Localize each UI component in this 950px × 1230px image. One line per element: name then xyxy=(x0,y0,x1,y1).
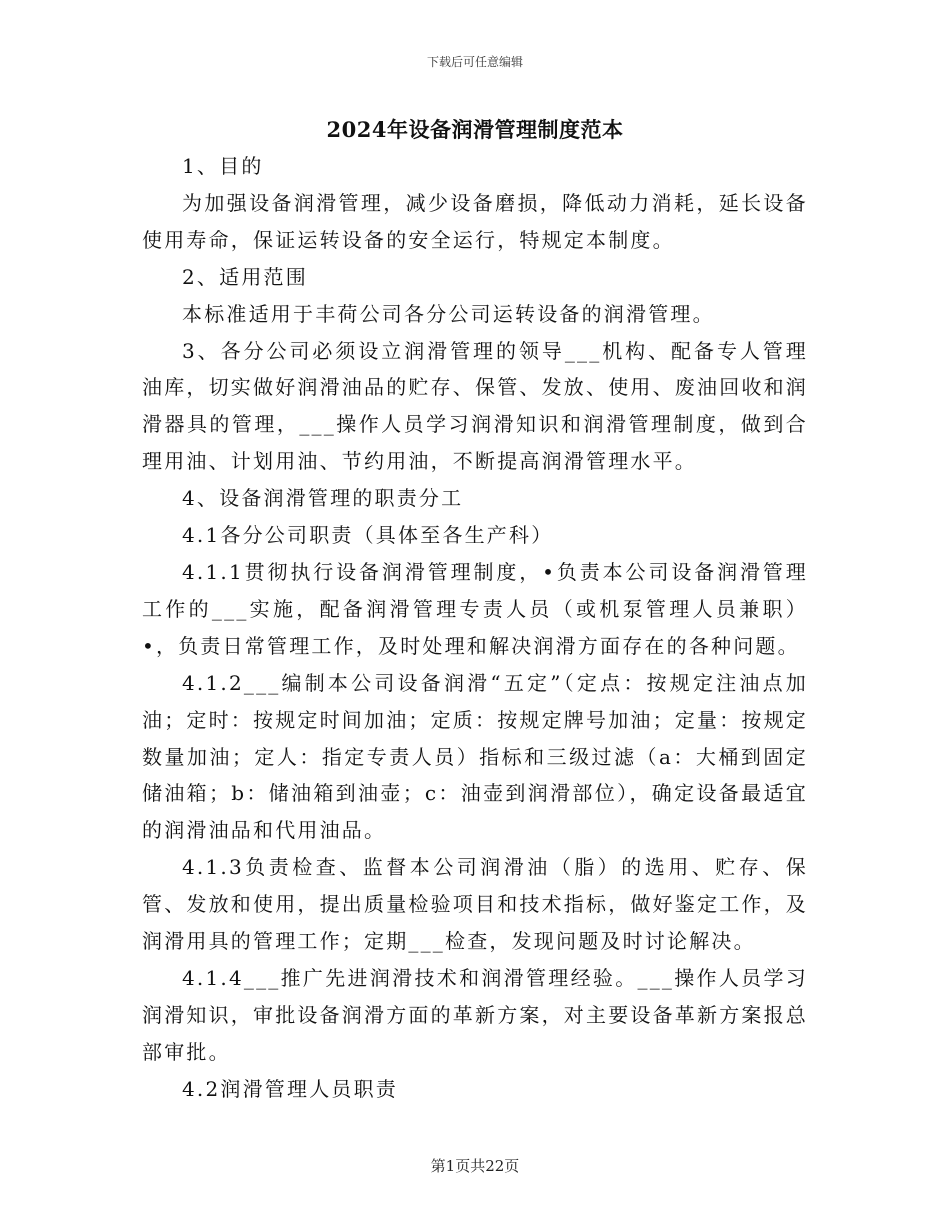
section-heading: 4、设备润滑管理的职责分工 xyxy=(182,486,464,511)
page-header: 下载后可任意编辑 xyxy=(426,55,523,69)
paragraph: 本标准适用于丰荷公司各分公司运转设备的润滑管理。 xyxy=(182,301,715,326)
page-footer: 第1页共22页 xyxy=(430,1157,520,1175)
subsection-heading: 4.2润滑管理人员职责 xyxy=(182,1076,399,1101)
document-title: 2024年设备润滑管理制度范本 xyxy=(326,117,624,142)
paragraph: 4.1.2___编制本公司设备润滑“五定”（定点：按规定注油点加油；定时：按规定时间加油；定质：按规定牌号加油；定量：按规定数量加油；定人：指定专责人员）指标和三级过滤（a：大桶到固定储油箱；b：储油箱到油壶；c：油壶到润滑部位），确定设备最适宜的润滑油品和代用油品。 xyxy=(142,670,808,843)
document-body xyxy=(142,148,808,1108)
paragraph: 4.1.1贯彻执行设备润滑管理制度，•负责本公司设备润滑管理工作的___实施，配备润滑管理专责人员（或机泵管理人员兼职）•，负责日常管理工作，及时处理和解决润滑方面存在的各种问题。 xyxy=(142,559,808,658)
section-heading: 2、适用范围 xyxy=(182,264,308,289)
paragraph: 为加强设备润滑管理，减少设备磨损，降低动力消耗，延长设备使用寿命，保证运转设备的安全运行，特规定本制度。 xyxy=(142,190,808,252)
paragraph: 4.1.4___推广先进润滑技术和润滑管理经验。___操作人员学习润滑知识，审批设备润滑方面的革新方案，对主要设备革新方案报总部审批。 xyxy=(142,965,808,1064)
section-heading: 1、目的 xyxy=(182,154,264,178)
paragraph: 3、各分公司必须设立润滑管理的领导___机构、配备专人管理油库，切实做好润滑油品的贮存、保管、发放、使用、废油回收和润滑器具的管理，___操作人员学习润滑知识和润滑管理制度，做到合理用油、计划用油、节约用油，不断提高润滑管理水平。 xyxy=(142,338,808,474)
paragraph: 4.1.3负责检查、监督本公司润滑油（脂）的选用、贮存、保管、发放和使用，提出质量检验项目和技术指标，做好鉴定工作，及润滑用具的管理工作；定期___检查，发现问题及时讨论解决。 xyxy=(142,855,808,954)
subsection-heading: 4.1各分公司职责（具体至各生产科） xyxy=(182,523,554,548)
